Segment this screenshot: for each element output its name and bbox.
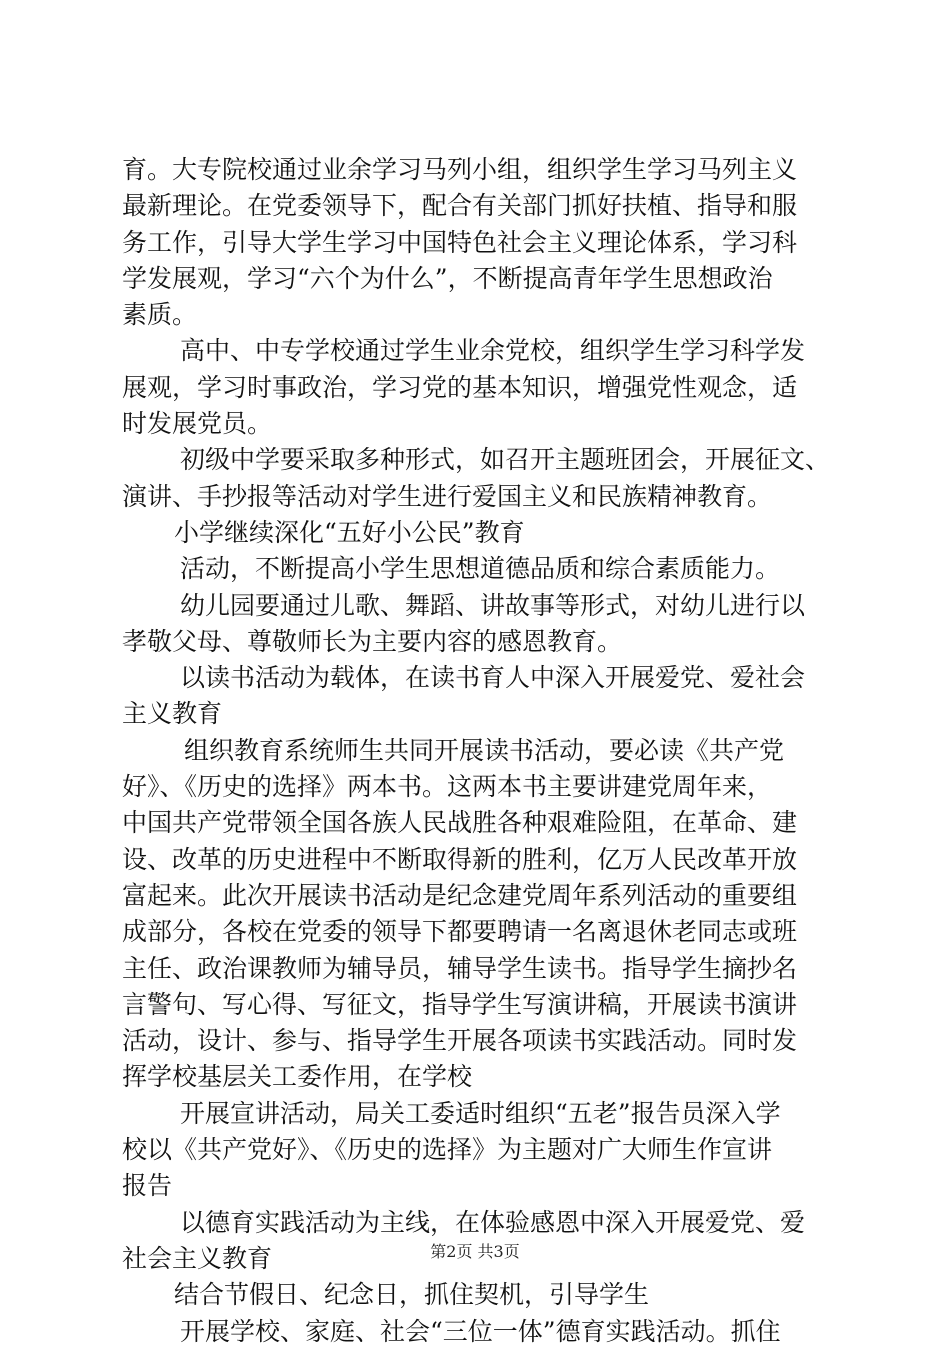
text-line: 校以《共产党好》、《历史的选择》为主题对广大师生作宣讲 (122, 1135, 773, 1165)
text-line: 活动，设计、参与、指导学生开展各项读书实践活动。同时发 (122, 1026, 798, 1056)
document-body (122, 152, 842, 1350)
text-line: 以德育实践活动为主线，在体验感恩中深入开展爱党、爱 (180, 1207, 806, 1237)
text-line: 成部分，各校在党委的领导下都要聘请一名离退休老同志或班 (122, 917, 798, 947)
text-line: 中国共产党带领全国各族人民战胜各种艰难险阻，在革命、建 (122, 808, 798, 838)
text-line: 结合节假日、纪念日，抓住契机，引导学生 (174, 1280, 650, 1310)
text-line: 好》、《历史的选择》两本书。这两本书主要讲建党周年来， (122, 772, 773, 802)
text-line: 设、改革的历史进程中不断取得新的胜利，亿万人民改革开放 (122, 844, 798, 874)
text-line: 以读书活动为载体，在读书育人中深入开展爱党、爱社会 (180, 663, 806, 693)
text-line: 小学继续深化“五好小公民”教育 (174, 517, 525, 547)
text-line: 演讲、手抄报等活动对学生进行爱国主义和民族精神教育。 (122, 481, 773, 511)
text-line: 幼儿园要通过儿歌、舞蹈、讲故事等形式，对幼儿进行以 (180, 590, 806, 620)
text-line: 务工作，引导大学生学习中国特色社会主义理论体系，学习科 (122, 227, 798, 257)
text-line: 展观，学习时事政治，学习党的基本知识，增强党性观念，适 (122, 372, 798, 402)
text-line: 学发展观，学习“六个为什么”，不断提高青年学生思想政治 (122, 263, 773, 293)
text-line: 初级中学要采取多种形式，如召开主题班团会，开展征文、 (180, 445, 831, 475)
text-line: 活动，不断提高小学生思想道德品质和综合素质能力。 (180, 554, 781, 584)
text-line: 最新理论。在党委领导下，配合有关部门抓好扶植、指导和服 (122, 191, 798, 221)
text-line: 社会主义教育 (122, 1243, 273, 1273)
text-line: 言警句、写心得、写征文，指导学生写演讲稿，开展读书演讲 (122, 989, 798, 1019)
text-line: 组织教育系统师生共同开展读书活动，要必读《共产党 (184, 735, 785, 765)
text-line: 主任、政治课教师为辅导员，辅导学生读书。指导学生摘抄名 (122, 953, 798, 983)
text-line: 时发展党员。 (122, 409, 273, 439)
text-line: 开展学校、家庭、社会“三位一体”德育实践活动。抓住 (180, 1316, 781, 1346)
text-line: 素质。 (122, 300, 198, 330)
text-line: 主义教育 (122, 699, 223, 729)
text-line: 育。大专院校通过业余学习马列小组，组织学生学习马列主义 (122, 155, 798, 184)
text-line: 报告 (122, 1171, 173, 1201)
text-line: 富起来。此次开展读书活动是纪念建党周年系列活动的重要组 (122, 880, 798, 910)
text-line: 高中、中专学校通过学生业余党校，组织学生学习科学发 (180, 336, 806, 366)
page-footer: 第2页 共3页 (430, 1242, 520, 1261)
text-line: 挥学校基层关工委作用，在学校 (122, 1062, 473, 1092)
text-line: 孝敬父母、尊敬师长为主要内容的感恩教育。 (122, 626, 623, 656)
text-line: 开展宣讲活动，局关工委适时组织“五老”报告员深入学 (180, 1098, 781, 1128)
